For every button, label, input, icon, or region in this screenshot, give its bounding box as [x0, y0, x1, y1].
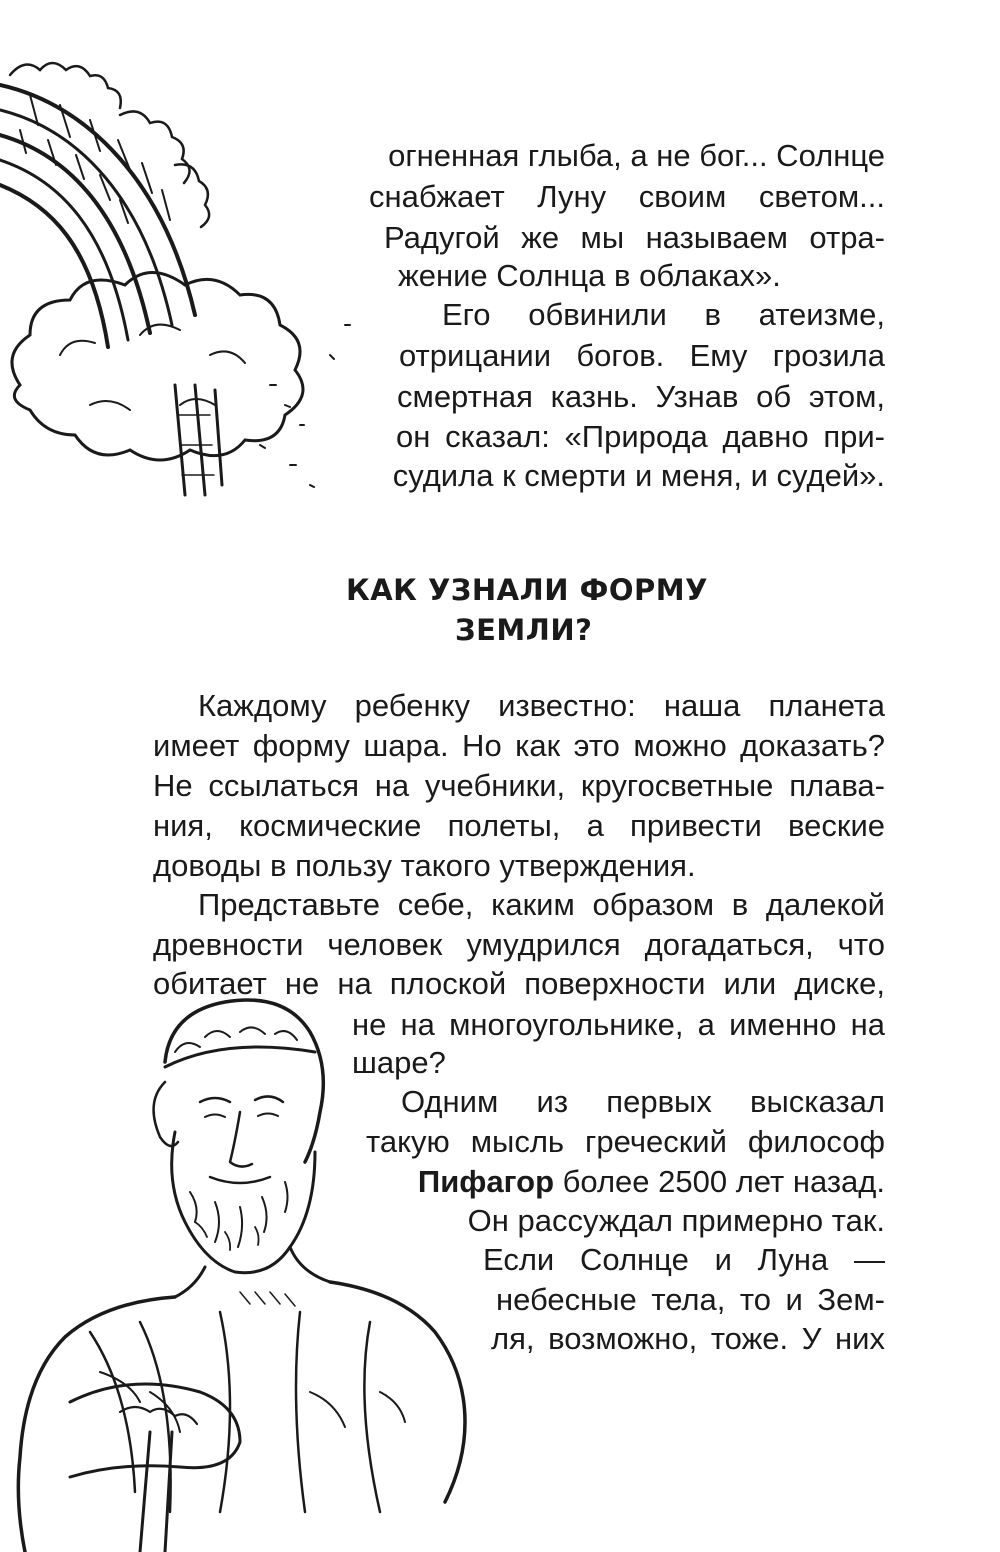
body-line-7: древности человек умудрился догадаться, что [153, 927, 885, 962]
pythagoras-name: Пифагор [417, 1164, 555, 1199]
intro-line-6: отрицании богов. Ему грозила [399, 338, 885, 373]
intro-line-4: жение Солнца в облаках». [398, 258, 781, 293]
body-line-5: доводы в пользу такого утверждения. [153, 848, 696, 883]
body-line-13-rest: более 2500 лет назад. [562, 1164, 885, 1199]
body-line-6: Представьте себе, каким образом в далекой [198, 887, 885, 922]
intro-line-5: Его обвинили в атеизме, [442, 297, 885, 332]
body-line-11: Одним из первых высказал [401, 1084, 885, 1119]
body-line-8: обитает не на плоской поверхности или диске, [153, 966, 885, 1001]
intro-line-8: он сказал: «Природа давно при- [396, 419, 885, 454]
body-line-3: Не ссылаться на учебники, кругосветные плава- [153, 768, 885, 803]
intro-line-9: судила к смерти и меня, и судей». [392, 458, 885, 493]
body-line-1: Каждому ребенку известно: наша планета [198, 688, 885, 723]
intro-line-7: смертная казнь. Узнав об этом, [397, 379, 885, 414]
body-line-4: ния, космические полеты, а привести веские [153, 808, 885, 843]
body-line-16: небесные тела, то и Зем- [496, 1282, 885, 1317]
pythagoras-illustration [0, 992, 470, 1552]
body-line-14: Он рассуждал примерно так. [467, 1203, 885, 1238]
intro-line-1: огненная глыба, а не бог... Солнце [388, 138, 885, 173]
body-line-2: имеет форму шара. Но как это можно доказать? [153, 728, 885, 763]
body-line-12: такую мысль греческий философ [366, 1124, 885, 1159]
intro-line-3: Радугой же мы называем отра- [384, 220, 885, 255]
rainbow-clouds-illustration [0, 55, 370, 505]
intro-line-2: снабжает Луну своим светом... [369, 179, 885, 214]
body-line-17: ля, возможно, тоже. У них [491, 1321, 885, 1356]
section-title-line-2: ЗЕМЛИ? [455, 613, 593, 647]
section-title-line-1: КАК УЗНАЛИ ФОРМУ [346, 573, 708, 607]
body-line-10: шаре? [352, 1045, 446, 1080]
body-line-15: Если Солнце и Луна — [483, 1242, 885, 1277]
body-line-9: не на многоугольнике, а именно на [352, 1007, 885, 1042]
